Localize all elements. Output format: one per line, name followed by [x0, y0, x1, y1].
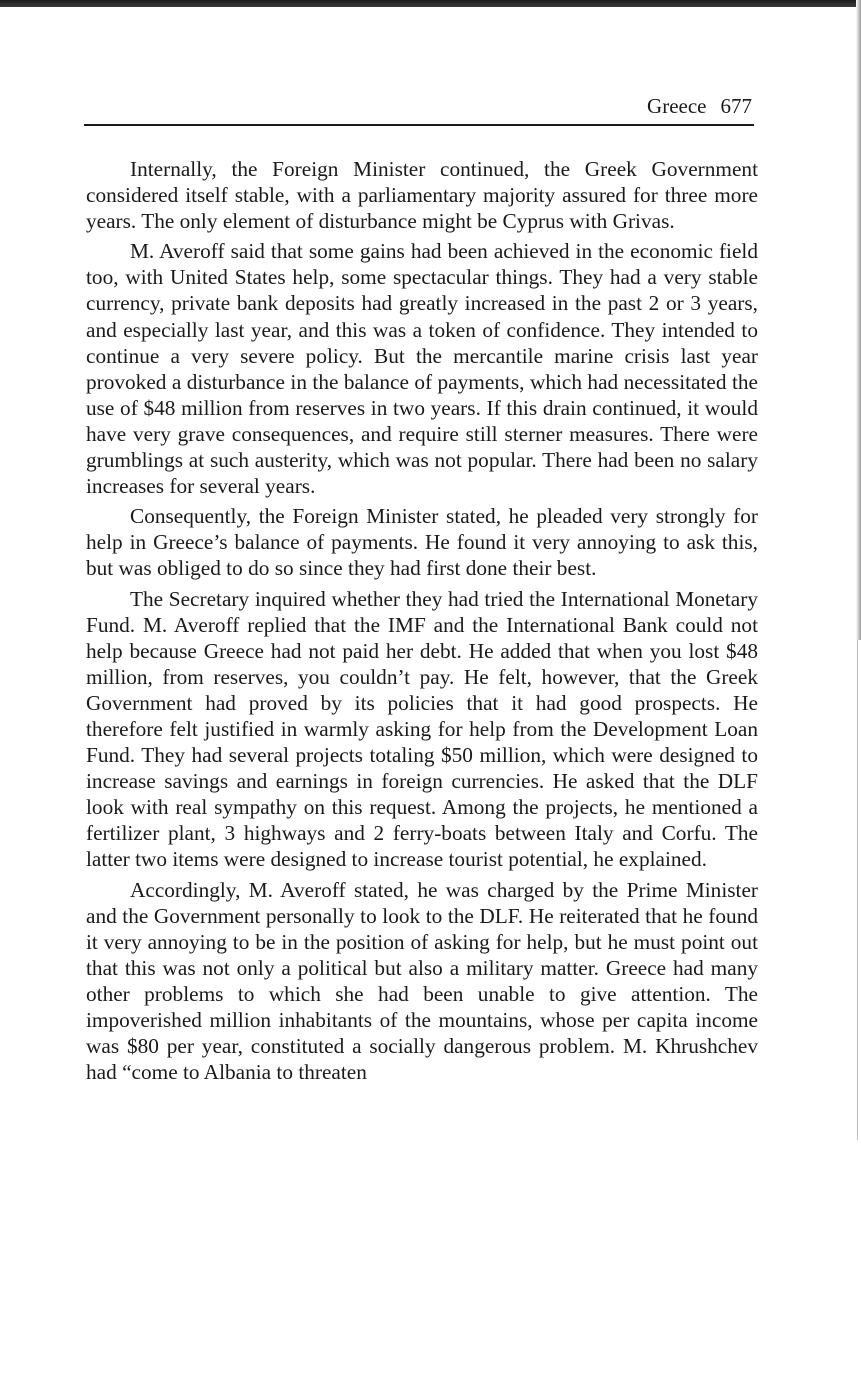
header-rule [84, 124, 754, 126]
running-head [84, 90, 752, 122]
page-number: 677 [720, 94, 752, 118]
running-title: Greece [647, 94, 707, 118]
scan-edge-right-line [857, 640, 858, 1140]
scan-edge-top [0, 0, 861, 7]
paragraph: M. Averoff said that some gains had been achieved in the economic field too, with United States help, some spectacular things. They had a very stable currency, private bank deposits had greatly increased in the past 2 or 3 years, and especially last year, and this was a token of confidence. They intended to continue a very severe policy. But the mercantile marine crisis last year provoked a disturbance in the balance of payments, which had necessitated the use of $48 million from reserves in two years. If this drain continued, it would have very grave consequences, and require still sterner measures. There were grumblings at such austerity, which was not popular. There had been no salary increases for several years. [86, 239, 758, 499]
scan-edge-right [856, 0, 861, 640]
paragraph: Accordingly, M. Averoff stated, he was charged by the Prime Minister and the Government personally to look to the DLF. He reiterated that he found it very annoying to be in the position of asking for help, but he must point out that this was not only a political but also a military matter. Greece had many other problems to which she had been unable to give attention. The impoverished million inhabitants of the mountains, whose per capita income was $80 per year, constituted a socially dangerous problem. M. Khrushchev had “come to Albania to threaten [86, 877, 758, 1085]
paragraph: The Secretary inquired whether they had tried the International Monetary Fund. M. Averoff replied that the IMF and the International Bank could not help because Greece had not paid her debt. He added that when you lost $48 million, from reserves, you couldn’t pay. He felt, however, that the Greek Government had proved by its policies that it had good prospects. He therefore felt justified in warmly asking for help from the Development Loan Fund. They had several projects totaling $50 million, which were designed to increase savings and earnings in foreign currencies. He asked that the DLF look with real sympathy on this request. Among the projects, he mentioned a fertilizer plant, 3 highways and 2 ferry-boats between Italy and Corfu. The latter two items were designed to increase tourist potential, he explained. [86, 586, 758, 872]
paragraph: Internally, the Foreign Minister continued, the Greek Government considered itself stable, with a parliamentary majority assured for three more years. The only element of disturbance might be Cyprus with Grivas. [86, 157, 758, 234]
paragraph: Consequently, the Foreign Minister stated, he pleaded very strongly for help in Greece’s balance of payments. He found it very annoying to ask this, but was obliged to do so since they had first done their best. [86, 504, 758, 581]
body-text [86, 156, 758, 1089]
